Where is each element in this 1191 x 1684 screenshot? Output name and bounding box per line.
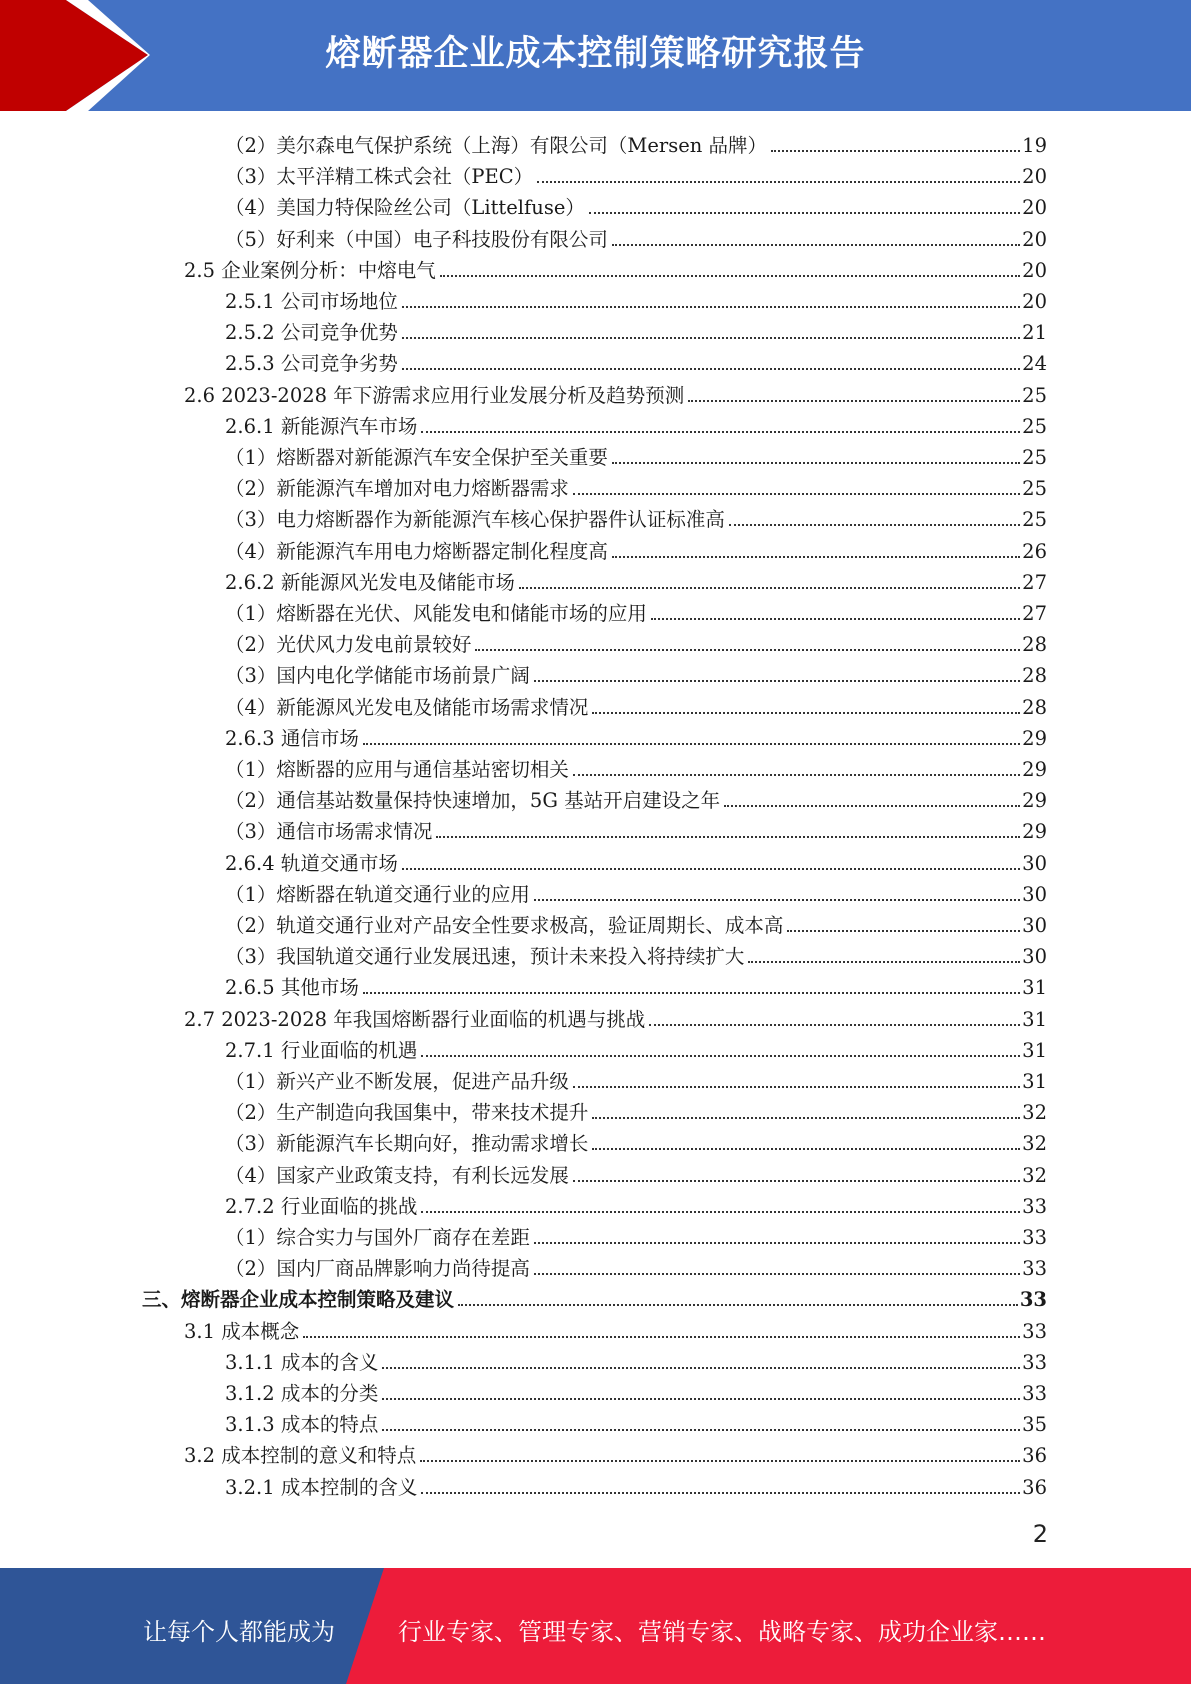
toc-entry-label: （3）我国轨道交通行业发展迅速，预计未来投入将持续扩大 xyxy=(225,945,745,969)
toc-entry-page: 27 xyxy=(1022,602,1047,625)
toc-dot-leader xyxy=(303,1336,1020,1338)
toc-entry-page: 19 xyxy=(1022,134,1047,157)
toc-dot-leader xyxy=(363,992,1020,994)
toc-entry[interactable] xyxy=(225,408,1047,439)
toc-entry[interactable] xyxy=(225,1344,1047,1375)
toc-entry[interactable] xyxy=(225,689,1047,720)
toc-entry[interactable] xyxy=(225,158,1047,189)
toc-entry[interactable] xyxy=(225,1125,1047,1156)
toc-entry[interactable] xyxy=(225,938,1047,969)
toc-entry[interactable] xyxy=(225,907,1047,938)
toc-entry-page: 29 xyxy=(1022,820,1047,844)
toc-entry-page: 30 xyxy=(1022,882,1047,906)
toc-entry-page: 33 xyxy=(1022,1194,1047,1218)
toc-entry[interactable] xyxy=(225,1406,1047,1437)
toc-entry-label: 3.1.3 成本的特点 xyxy=(225,1413,379,1437)
toc-entry-label: （3）电力熔断器作为新能源汽车核心保护器件认证标准高 xyxy=(225,508,725,532)
toc-dot-leader xyxy=(402,368,1020,370)
toc-entry-page: 29 xyxy=(1022,789,1047,813)
toc-entry-page: 21 xyxy=(1022,321,1047,345)
toc-entry[interactable] xyxy=(142,1281,1047,1312)
toc-entry-page: 33 xyxy=(1022,1350,1047,1374)
toc-entry-page: 25 xyxy=(1022,508,1047,532)
toc-entry-page: 29 xyxy=(1022,758,1047,781)
toc-entry-label: 2.6 2023-2028 年下游需求应用行业发展分析及趋势预测 xyxy=(184,383,685,407)
toc-dot-leader xyxy=(420,1460,1020,1462)
toc-dot-leader xyxy=(421,1211,1020,1213)
toc-entry[interactable] xyxy=(225,1094,1047,1125)
toc-dot-leader xyxy=(436,836,1020,838)
toc-entry-page: 31 xyxy=(1022,1070,1047,1093)
toc-entry-page: 26 xyxy=(1022,539,1047,563)
toc-entry[interactable] xyxy=(225,189,1047,220)
toc-dot-leader xyxy=(748,961,1020,963)
toc-dot-leader xyxy=(519,587,1020,589)
toc-entry[interactable] xyxy=(225,127,1047,158)
toc-entry-label: 2.7 2023-2028 年我国熔断器行业面临的机遇与挑战 xyxy=(184,1007,646,1031)
toc-dot-leader xyxy=(402,306,1020,308)
toc-entry-label: 2.6.1 新能源汽车市场 xyxy=(225,414,418,438)
toc-entry-label: 三、熔断器企业成本控制策略及建议 xyxy=(142,1288,455,1312)
toc-entry-page: 31 xyxy=(1022,976,1047,1000)
toc-dot-leader xyxy=(573,774,1020,776)
toc-entry-label: 2.5.3 公司竞争劣势 xyxy=(225,352,398,376)
toc-dot-leader xyxy=(724,805,1020,807)
toc-entry-page: 25 xyxy=(1022,446,1047,469)
toc-entry-label: 3.1.2 成本的分类 xyxy=(225,1382,379,1405)
toc-entry[interactable] xyxy=(184,252,1047,283)
toc-entry-page: 32 xyxy=(1022,1132,1047,1156)
toc-entry-label: 2.5.2 公司竞争优势 xyxy=(225,321,398,345)
toc-entry-page: 31 xyxy=(1022,1007,1047,1031)
toc-entry[interactable] xyxy=(225,533,1047,564)
toc-dot-leader xyxy=(402,868,1020,870)
toc-entry-label: （2）轨道交通行业对产品安全性要求极高，验证周期长、成本高 xyxy=(225,914,784,937)
toc-dot-leader xyxy=(649,1024,1020,1026)
toc-entry-page: 31 xyxy=(1022,1038,1047,1062)
toc-dot-leader xyxy=(440,275,1020,277)
toc-entry[interactable] xyxy=(225,1250,1047,1281)
toc-entry-label: 2.6.3 通信市场 xyxy=(225,726,359,750)
toc-entry-page: 32 xyxy=(1022,1163,1047,1187)
toc-entry[interactable] xyxy=(225,595,1047,626)
toc-entry-label: （2）光伏风力发电前景较好 xyxy=(225,633,472,657)
toc-entry-label: （3）太平洋精工株式会社（PEC） xyxy=(225,165,534,189)
toc-dot-leader xyxy=(382,1367,1020,1369)
toc-entry-page: 36 xyxy=(1022,1475,1047,1499)
toc-entry[interactable] xyxy=(184,1313,1047,1344)
toc-entry-label: （2）美尔森电气保护系统（上海）有限公司（Mersen 品牌） xyxy=(225,134,768,157)
toc-entry-label: （1）综合实力与国外厂商存在差距 xyxy=(225,1226,530,1249)
report-title: 熔断器企业成本控制策略研究报告 xyxy=(325,34,866,74)
toc-dot-leader xyxy=(475,649,1020,651)
toc-entry-label: 2.7.1 行业面临的机遇 xyxy=(225,1038,418,1062)
toc-entry-label: 3.2 成本控制的意义和特点 xyxy=(184,1444,417,1468)
toc-entry-page: 27 xyxy=(1022,570,1047,594)
toc-dot-leader xyxy=(612,556,1020,558)
toc-entry-page: 36 xyxy=(1022,1444,1047,1468)
toc-entry-label: 2.7.2 行业面临的挑战 xyxy=(225,1194,418,1218)
toc-entry-page: 33 xyxy=(1022,1257,1047,1281)
toc-entry[interactable] xyxy=(225,470,1047,501)
toc-dot-leader xyxy=(421,1492,1020,1494)
toc-entry-label: （4）新能源汽车用电力熔断器定制化程度高 xyxy=(225,539,608,563)
toc-entry[interactable] xyxy=(225,501,1047,532)
toc-entry-page: 25 xyxy=(1022,383,1047,407)
toc-entry-label: （2）生产制造向我国集中，带来技术提升 xyxy=(225,1101,589,1125)
toc-entry-label: （1）熔断器对新能源汽车安全保护至关重要 xyxy=(225,446,608,469)
page-footer xyxy=(0,1568,1191,1684)
toc-entry-label: 3.2.1 成本控制的含义 xyxy=(225,1475,418,1499)
toc-entry-label: （2）通信基站数量保持快速增加，5G 基站开启建设之年 xyxy=(225,789,721,813)
toc-entry-label: 3.1 成本概念 xyxy=(184,1319,300,1343)
toc-entry-label: （2）国内厂商品牌影响力尚待提高 xyxy=(225,1257,530,1281)
toc-entry-label: （3）新能源汽车长期向好，推动需求增长 xyxy=(225,1132,589,1156)
toc-entry[interactable] xyxy=(225,1157,1047,1188)
toc-entry[interactable] xyxy=(225,564,1047,595)
toc-entry-page: 25 xyxy=(1022,477,1047,501)
toc-entry[interactable] xyxy=(225,626,1047,657)
toc-entry-page: 33 xyxy=(1022,1319,1047,1343)
toc-dot-leader xyxy=(771,150,1020,152)
toc-entry[interactable] xyxy=(225,439,1047,470)
toc-dot-leader xyxy=(729,524,1020,526)
toc-dot-leader xyxy=(612,244,1020,246)
toc-entry[interactable] xyxy=(225,345,1047,376)
toc-entry-page: 24 xyxy=(1022,352,1047,376)
toc-entry[interactable] xyxy=(225,314,1047,345)
toc-dot-leader xyxy=(534,1273,1020,1275)
toc-entry-label: （3）通信市场需求情况 xyxy=(225,820,433,844)
toc-entry-page: 33 xyxy=(1022,1226,1047,1249)
toc-entry-label: （4）美国力特保险丝公司（Littelfuse） xyxy=(225,196,585,220)
toc-entry-page: 20 xyxy=(1022,165,1047,189)
toc-entry[interactable] xyxy=(225,782,1047,813)
toc-entry-page: 29 xyxy=(1022,726,1047,750)
toc-entry[interactable] xyxy=(225,1032,1047,1063)
toc-entry[interactable] xyxy=(225,283,1047,314)
toc-entry[interactable] xyxy=(225,1188,1047,1219)
toc-entry-label: （1）熔断器的应用与通信基站密切相关 xyxy=(225,758,569,781)
toc-entry-page: 30 xyxy=(1022,945,1047,969)
toc-entry-page: 30 xyxy=(1022,851,1047,875)
toc-entry-label: （3）国内电化学储能市场前景广阔 xyxy=(225,664,530,688)
toc-entry-label: 2.6.4 轨道交通市场 xyxy=(225,851,398,875)
toc-entry-label: （1）熔断器在光伏、风能发电和储能市场的应用 xyxy=(225,602,647,625)
toc-entry-label: （2）新能源汽车增加对电力熔断器需求 xyxy=(225,477,569,501)
toc-dot-leader xyxy=(534,1242,1020,1244)
toc-dot-leader xyxy=(592,712,1020,714)
toc-entry[interactable] xyxy=(225,221,1047,252)
toc-entry-label: 2.5.1 公司市场地位 xyxy=(225,290,398,313)
toc-entry-label: （1）新兴产业不断发展，促进产品升级 xyxy=(225,1070,569,1093)
toc-entry-label: 2.5 企业案例分析：中熔电气 xyxy=(184,258,436,282)
toc-entry-label: （5）好利来（中国）电子科技股份有限公司 xyxy=(225,227,608,251)
toc-entry-label: （4）国家产业政策支持，有利长远发展 xyxy=(225,1163,569,1187)
toc-entry[interactable] xyxy=(225,845,1047,876)
toc-entry[interactable] xyxy=(184,377,1047,408)
toc-dot-leader xyxy=(421,431,1020,433)
toc-entry-page: 28 xyxy=(1022,695,1047,719)
toc-entry[interactable] xyxy=(225,969,1047,1000)
toc-entry[interactable] xyxy=(225,876,1047,907)
toc-dot-leader xyxy=(421,1055,1020,1057)
footer-slogan-right: 行业专家、管理专家、营销专家、战略专家、成功企业家…… xyxy=(398,1618,1046,1646)
toc-entry-page: 25 xyxy=(1022,414,1047,438)
toc-entry-label: 3.1.1 成本的含义 xyxy=(225,1350,379,1374)
toc-entry[interactable] xyxy=(225,1375,1047,1406)
toc-dot-leader xyxy=(537,181,1020,183)
toc-entry[interactable] xyxy=(225,657,1047,688)
toc-dot-leader xyxy=(573,493,1020,495)
toc-entry-label: 2.6.2 新能源风光发电及储能市场 xyxy=(225,570,515,594)
toc-entry[interactable] xyxy=(184,1001,1047,1032)
toc-entry-page: 33 xyxy=(1022,1382,1047,1405)
toc-dot-leader xyxy=(363,743,1020,745)
toc-entry-page: 20 xyxy=(1022,290,1047,313)
toc-dot-leader xyxy=(573,1180,1020,1182)
toc-dot-leader xyxy=(651,618,1020,620)
toc-entry[interactable] xyxy=(225,1469,1047,1500)
toc-entry[interactable] xyxy=(184,1437,1047,1468)
toc-dot-leader xyxy=(688,400,1020,402)
toc-dot-leader xyxy=(612,462,1020,464)
toc-entry[interactable] xyxy=(225,813,1047,844)
toc-entry[interactable] xyxy=(225,1219,1047,1250)
toc-entry-label: 2.6.5 其他市场 xyxy=(225,976,359,1000)
toc-dot-leader xyxy=(382,1429,1020,1431)
toc-dot-leader xyxy=(534,680,1020,682)
toc-entry-page: 20 xyxy=(1022,258,1047,282)
toc-dot-leader xyxy=(787,930,1020,932)
toc-entry-page: 30 xyxy=(1022,914,1047,937)
toc-dot-leader xyxy=(402,337,1020,339)
toc-entry[interactable] xyxy=(225,751,1047,782)
toc-dot-leader xyxy=(592,1148,1020,1150)
toc-entry-page: 28 xyxy=(1022,664,1047,688)
toc-entry-page: 32 xyxy=(1022,1101,1047,1125)
toc-entry-page: 33 xyxy=(1019,1288,1047,1312)
page-header xyxy=(0,0,1191,111)
toc-dot-leader xyxy=(534,899,1020,901)
toc-entry-label: （4）新能源风光发电及储能市场需求情况 xyxy=(225,695,589,719)
toc-entry[interactable] xyxy=(225,1063,1047,1094)
toc-entry-page: 20 xyxy=(1022,196,1047,220)
page-number: 2 xyxy=(1032,1520,1048,1548)
toc-dot-leader xyxy=(382,1398,1020,1400)
toc-entry-page: 28 xyxy=(1022,633,1047,657)
toc-entry-label: （1）熔断器在轨道交通行业的应用 xyxy=(225,882,530,906)
toc-entry-page: 35 xyxy=(1022,1413,1047,1437)
footer-slogan-left: 让每个人都能成为 xyxy=(143,1618,335,1646)
toc-dot-leader xyxy=(592,1117,1020,1119)
toc-dot-leader xyxy=(573,1086,1020,1088)
toc-dot-leader xyxy=(458,1304,1018,1306)
toc-dot-leader xyxy=(589,212,1020,214)
toc-entry[interactable] xyxy=(225,720,1047,751)
toc-entry-page: 20 xyxy=(1022,227,1047,251)
